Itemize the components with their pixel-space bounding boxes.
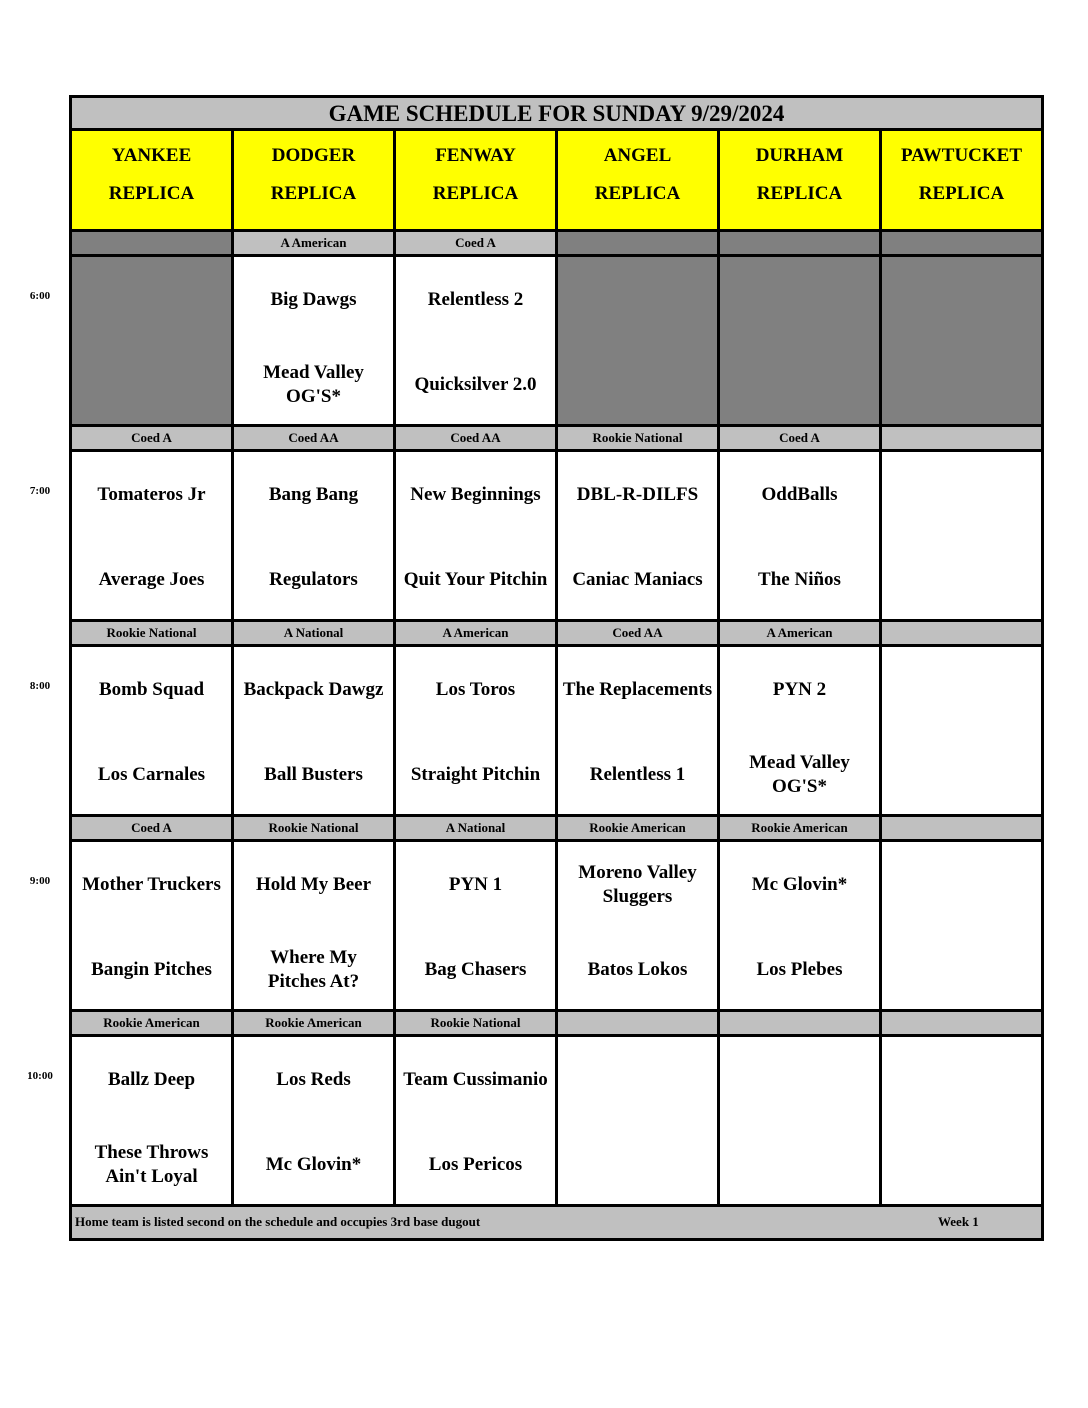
time-label: 10:00 (27, 1070, 53, 1082)
division-label (720, 1012, 882, 1037)
home-team: Straight Pitchin (410, 764, 541, 785)
division-label: A American (234, 232, 396, 257)
home-team: Mc Glovin* (265, 1154, 362, 1175)
field-header-pawtucket (882, 131, 1041, 232)
division-label (558, 232, 720, 257)
home-team: Los Pericos (428, 1154, 523, 1175)
division-label (720, 232, 882, 257)
game-cell (558, 842, 720, 1012)
away-team: Big Dawgs (270, 289, 357, 310)
game-cell (396, 257, 558, 427)
game-cell (882, 452, 1041, 622)
home-team: Regulators (269, 569, 358, 590)
game-cell (396, 1037, 558, 1207)
away-team: Moreno Valley Sluggers (578, 862, 697, 907)
away-team: Mc Glovin* (751, 874, 848, 895)
home-team: Los Carnales (97, 764, 206, 785)
home-team: Caniac Maniacs (572, 569, 703, 590)
game-cell (234, 842, 396, 1012)
home-team: These Throws Ain't Loyal (94, 1142, 209, 1187)
game-cell (234, 647, 396, 817)
home-team: Batos Lokos (587, 959, 688, 980)
division-label (882, 232, 1041, 257)
field-header-yankee (72, 131, 234, 232)
away-team: Los Toros (435, 679, 516, 700)
division-label: Rookie National (234, 817, 396, 842)
division-label (882, 622, 1041, 647)
field-header-angel (558, 131, 720, 232)
game-cell (720, 842, 882, 1012)
game-cell (396, 842, 558, 1012)
field-subtitle: REPLICA (918, 183, 1005, 204)
division-label: A National (234, 622, 396, 647)
time-label: 6:00 (29, 290, 51, 302)
away-team: Team Cussimanio (403, 1069, 548, 1090)
game-cell (72, 842, 234, 1012)
game-cell (396, 452, 558, 622)
away-team: Bomb Squad (98, 679, 205, 700)
division-label: Coed A (720, 427, 882, 452)
home-team: Average Joes (98, 569, 205, 590)
game-cell (720, 647, 882, 817)
game-cell (882, 1037, 1041, 1207)
field-name: DODGER (271, 145, 356, 166)
division-label (558, 1012, 720, 1037)
division-label (72, 232, 234, 257)
division-label (882, 1012, 1041, 1037)
division-label: Rookie American (558, 817, 720, 842)
home-team: Ball Busters (264, 764, 363, 785)
away-team: Los Reds (276, 1069, 351, 1090)
division-label: Rookie National (396, 1012, 558, 1037)
away-team: Relentless 2 (427, 289, 524, 310)
division-label: Coed A (72, 817, 234, 842)
away-team: Ballz Deep (107, 1069, 196, 1090)
game-cell (234, 452, 396, 622)
division-label (882, 427, 1041, 452)
home-team: The Niños (758, 569, 841, 590)
field-header-durham (720, 131, 882, 232)
time-label: 9:00 (29, 875, 51, 887)
field-subtitle: REPLICA (756, 183, 843, 204)
division-label: Rookie National (72, 622, 234, 647)
division-label: Rookie National (558, 427, 720, 452)
game-cell (882, 842, 1041, 1012)
field-name: YANKEE (111, 145, 192, 166)
schedule-footer (72, 1206, 1041, 1238)
game-cell (72, 1037, 234, 1207)
division-label: Coed A (396, 232, 558, 257)
game-cell (558, 257, 720, 427)
away-team: OddBalls (761, 484, 838, 505)
field-name: FENWAY (435, 145, 516, 166)
division-label: A American (396, 622, 558, 647)
home-team: Quicksilver 2.0 (414, 374, 537, 395)
field-name: ANGEL (603, 145, 672, 166)
division-label: Rookie American (234, 1012, 396, 1037)
home-team: Bag Chasers (424, 959, 527, 980)
away-team: Bang Bang (268, 484, 359, 505)
division-label: Coed AA (558, 622, 720, 647)
field-name: PAWTUCKET (900, 145, 1023, 166)
schedule-title: GAME SCHEDULE FOR SUNDAY 9/29/2024 (72, 98, 1041, 131)
division-label: Coed A (72, 427, 234, 452)
time-label: 8:00 (29, 680, 51, 692)
field-subtitle: REPLICA (108, 183, 195, 204)
field-header-dodger (234, 131, 396, 232)
field-subtitle: REPLICA (594, 183, 681, 204)
field-subtitle: REPLICA (432, 183, 519, 204)
field-name: DURHAM (755, 145, 844, 166)
home-team: Bangin Pitches (91, 959, 212, 980)
division-label: Coed AA (396, 427, 558, 452)
game-cell (558, 1037, 720, 1207)
game-cell (558, 647, 720, 817)
game-cell (720, 257, 882, 427)
away-team: PYN 1 (448, 874, 503, 895)
away-team: New Beginnings (410, 484, 541, 505)
home-team: Los Plebes (756, 959, 843, 980)
away-team: Hold My Beer (255, 874, 372, 895)
field-header-fenway (396, 131, 558, 232)
away-team: Tomateros Jr (97, 484, 206, 505)
game-cell (234, 1037, 396, 1207)
game-cell (396, 647, 558, 817)
game-cell (882, 257, 1041, 427)
game-cell (882, 647, 1041, 817)
week-label: Week 1 (938, 1214, 979, 1229)
footer-note: Home team is listed second on the schedule and occupies 3rd base dugout (75, 1214, 481, 1229)
game-cell (72, 647, 234, 817)
home-team: Quit Your Pitchin (403, 569, 548, 590)
home-team: Mead Valley OG'S* (263, 362, 364, 407)
division-label: A National (396, 817, 558, 842)
away-team: Backpack Dawgz (243, 679, 384, 700)
field-subtitle: REPLICA (270, 183, 357, 204)
time-label: 7:00 (29, 485, 51, 497)
game-cell (558, 452, 720, 622)
away-team: Mother Truckers (82, 874, 221, 895)
game-cell (720, 1037, 882, 1207)
schedule-table (69, 95, 1044, 1241)
home-team: Mead Valley OG'S* (749, 752, 850, 797)
game-cell (72, 452, 234, 622)
home-team: Where My Pitches At? (267, 947, 360, 992)
division-label: Coed AA (234, 427, 396, 452)
away-team: PYN 2 (772, 679, 827, 700)
game-cell (234, 257, 396, 427)
division-label: Rookie American (720, 817, 882, 842)
home-team: Relentless 1 (589, 764, 686, 785)
division-label (882, 817, 1041, 842)
away-team: DBL-R-DILFS (576, 484, 699, 505)
away-team: The Replacements (562, 679, 713, 700)
division-label: A American (720, 622, 882, 647)
division-label: Rookie American (72, 1012, 234, 1037)
game-cell (72, 257, 234, 427)
game-cell (720, 452, 882, 622)
